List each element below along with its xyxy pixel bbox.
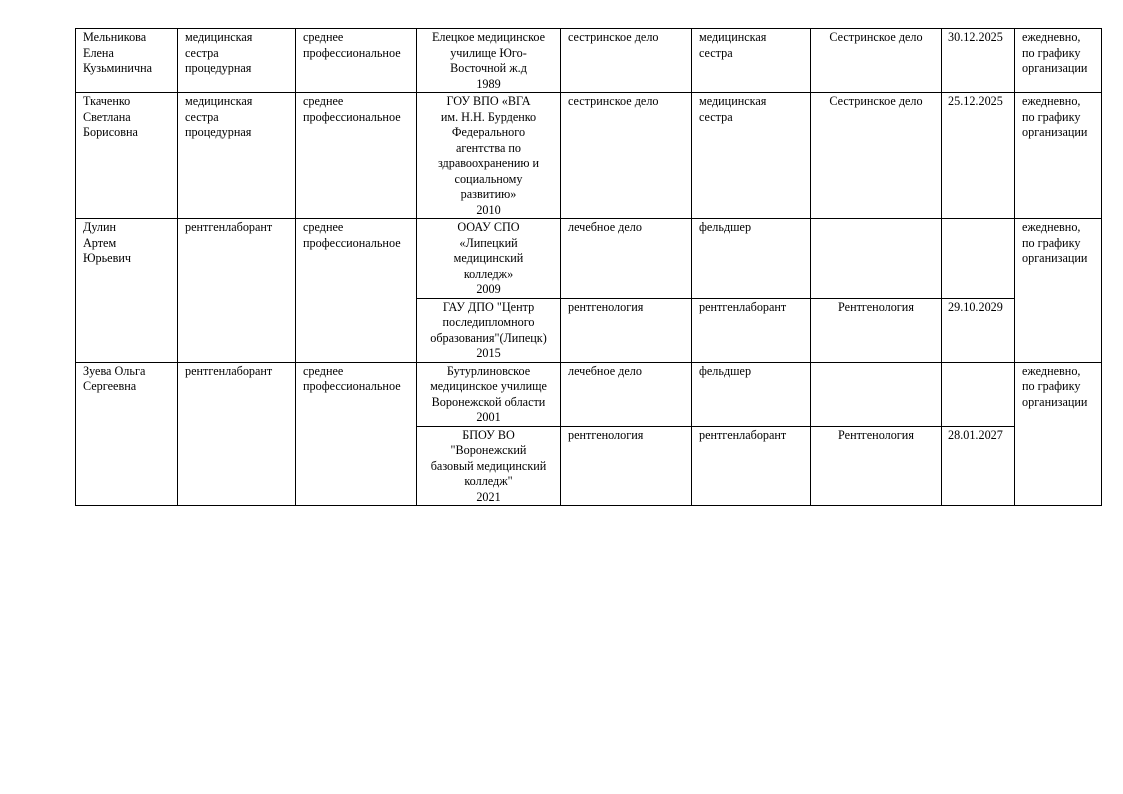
- table-row: [76, 93, 1102, 219]
- education-level-cell: среднее профессиональное: [296, 93, 417, 219]
- education-level-cell: среднее профессиональное: [296, 29, 417, 93]
- table-row: [76, 219, 1102, 299]
- certificate-cell: [811, 362, 942, 426]
- certificate-date-cell: 28.01.2027: [942, 426, 1015, 506]
- certificate-cell: Сестринское дело: [811, 29, 942, 93]
- position-cell: рентгенлаборант: [178, 362, 296, 506]
- staff-table: [75, 28, 1102, 506]
- certificate-cell: [811, 219, 942, 299]
- schedule-cell: ежедневно, по графику организации: [1015, 219, 1102, 363]
- employee-name-cell: Дулин Артем Юрьевич: [76, 219, 178, 363]
- institution-cell: Бутурлиновское медицинское училище Воронежской области 2001: [417, 362, 561, 426]
- certificate-date-cell: [942, 219, 1015, 299]
- certificate-cell: Рентгенология: [811, 426, 942, 506]
- education-level-cell: среднее профессиональное: [296, 362, 417, 506]
- table-row: [76, 362, 1102, 426]
- qualification-cell: фельдшер: [692, 219, 811, 299]
- institution-cell: Елецкое медицинское училище Юго- Восточной ж.д 1989: [417, 29, 561, 93]
- certificate-cell: Рентгенология: [811, 298, 942, 362]
- certificate-date-cell: 30.12.2025: [942, 29, 1015, 93]
- specialty-cell: лечебное дело: [561, 362, 692, 426]
- institution-cell: ГАУ ДПО "Центр последипломного образования"(Липецк) 2015: [417, 298, 561, 362]
- specialty-cell: рентгенология: [561, 426, 692, 506]
- position-cell: медицинская сестра процедурная: [178, 93, 296, 219]
- institution-cell: БПОУ ВО "Воронежский базовый медицинский колледж" 2021: [417, 426, 561, 506]
- institution-cell: ГОУ ВПО «ВГА им. Н.Н. Бурденко Федерального агентства по здравоохранению и социальному развитию» 2010: [417, 93, 561, 219]
- specialty-cell: сестринское дело: [561, 29, 692, 93]
- qualification-cell: фельдшер: [692, 362, 811, 426]
- employee-name-cell: Мельникова Елена Кузьминична: [76, 29, 178, 93]
- qualification-cell: медицинская сестра: [692, 29, 811, 93]
- schedule-cell: ежедневно, по графику организации: [1015, 93, 1102, 219]
- certificate-date-cell: [942, 362, 1015, 426]
- specialty-cell: сестринское дело: [561, 93, 692, 219]
- certificate-cell: Сестринское дело: [811, 93, 942, 219]
- institution-cell: ООАУ СПО «Липецкий медицинский колледж» 2009: [417, 219, 561, 299]
- qualification-cell: рентгенлаборант: [692, 426, 811, 506]
- specialty-cell: лечебное дело: [561, 219, 692, 299]
- employee-name-cell: Ткаченко Светлана Борисовна: [76, 93, 178, 219]
- position-cell: рентгенлаборант: [178, 219, 296, 363]
- qualification-cell: медицинская сестра: [692, 93, 811, 219]
- certificate-date-cell: 29.10.2029: [942, 298, 1015, 362]
- position-cell: медицинская сестра процедурная: [178, 29, 296, 93]
- qualification-cell: рентгенлаборант: [692, 298, 811, 362]
- employee-name-cell: Зуева Ольга Сергеевна: [76, 362, 178, 506]
- table-row: [76, 29, 1102, 93]
- education-level-cell: среднее профессиональное: [296, 219, 417, 363]
- specialty-cell: рентгенология: [561, 298, 692, 362]
- certificate-date-cell: 25.12.2025: [942, 93, 1015, 219]
- schedule-cell: ежедневно, по графику организации: [1015, 29, 1102, 93]
- schedule-cell: ежедневно, по графику организации: [1015, 362, 1102, 506]
